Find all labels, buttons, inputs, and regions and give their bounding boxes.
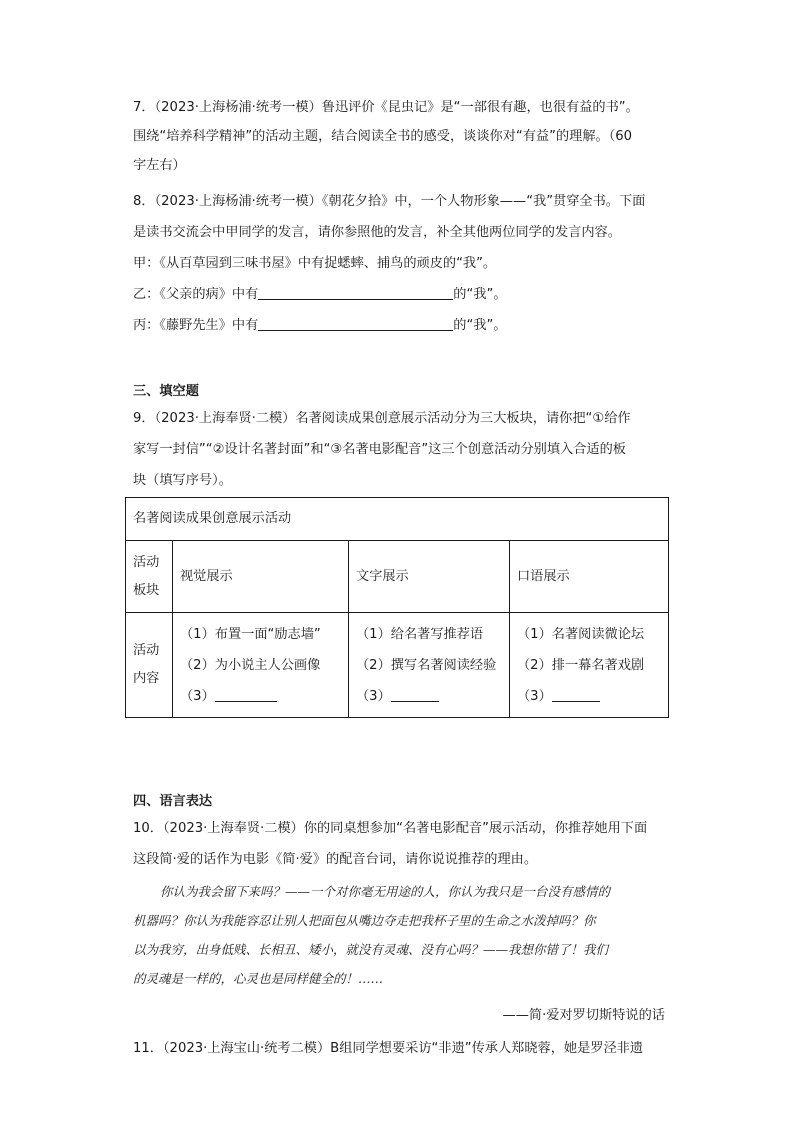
header-text: 文字展示 (349, 541, 510, 613)
visual-blank[interactable] (215, 687, 277, 702)
oral-item-1: （1）名著阅读微论坛 (517, 626, 645, 642)
cell-oral (510, 613, 669, 718)
q8-line-1: 8．（2023·上海杨浦·统考一模）《朝花夕拾》中，一个人物形象——“我”贯穿全书。下面 (133, 194, 646, 209)
q8-jia: 甲：《从百草园到三味书屋》中有捉蟋蟀、捕鸟的顽皮的“我”。 (133, 256, 497, 271)
oral-item-3-label: （3） (517, 688, 552, 704)
row-label-block (126, 541, 173, 613)
visual-item-1: （1）布置一面“励志墙” (180, 626, 321, 642)
oral-item-3 (517, 681, 661, 712)
q7-line-3: 字左右） (133, 158, 186, 173)
oral-item-2: （2）排一幕名著戏剧 (517, 657, 645, 673)
q8-yi-blank[interactable] (258, 285, 453, 300)
text-item-1: （1）给名著写推荐语 (356, 626, 484, 642)
oral-blank[interactable] (552, 687, 600, 702)
quote-line-4: 的灵魂是一样的，心灵也是同样健全的！…… (133, 971, 384, 986)
visual-item-3 (180, 681, 341, 712)
row-label-block-a: 活动 (133, 554, 160, 570)
cell-text (349, 613, 510, 718)
q10-line-1: 10．（2023·上海奉贤·二模）你的同桌想参加“名著电影配音”展示活动，你推荐她用下面 (133, 821, 648, 836)
q8-bing-prefix: 丙：《藤野先生》中有 (133, 318, 259, 333)
section-4-title: 四、语言表达 (133, 794, 213, 809)
text-blank[interactable] (391, 687, 439, 702)
table-title: 名著阅读成果创意展示活动 (126, 498, 669, 541)
quote-line-2: 机器吗？你认为我能容忍让别人把面包从嘴边夺走把我杯子里的生命之水泼掉吗？你 (133, 913, 596, 928)
q10-line-2: 这段简·爱的话作为电影《简·爱》的配音台词，请你说说推荐的理由。 (133, 852, 538, 867)
q8-line-2: 是读书交流会中甲同学的发言，请你参照他的发言，补全其他两位同学的发言内容。 (133, 225, 621, 240)
visual-item-3-label: （3） (180, 688, 215, 704)
row-label-content-a: 活动 (133, 643, 160, 658)
header-oral: 口语展示 (510, 541, 669, 613)
quote-line-1: 你认为我会留下来吗？——一个对你毫无用途的人，你认为我只是一台没有感情的 (160, 884, 611, 899)
activity-table (125, 497, 669, 718)
text-item-2: （2）撰写名著阅读经验 (356, 657, 497, 673)
q8-bing (133, 316, 507, 336)
row-label-content-b: 内容 (133, 671, 160, 686)
q7-line-1: 7．（2023·上海杨浦·统考一模）鲁迅评价《昆虫记》是“一部很有趣，也很有益的书”。 (133, 100, 639, 115)
q8-bing-suffix: 的“我”。 (453, 318, 507, 333)
q8-yi-suffix: 的“我”。 (453, 287, 507, 302)
q7-line-2: 围绕“培养科学精神”的活动主题，结合阅读全书的感受，谈谈你对“有益”的理解。（60 (133, 129, 633, 144)
q9-line-1: 9．（2023·上海奉贤·二模）名著阅读成果创意展示活动分为三大板块，请你把“①给作 (133, 411, 631, 426)
text-item-3-label: （3） (356, 688, 391, 704)
q8-yi-prefix: 乙：《父亲的病》中有 (133, 287, 259, 302)
q9-line-3: 块（填写序号）。 (133, 473, 232, 488)
q11-line-1: 11．（2023·上海宝山·统考二模）B组同学想要采访“非遗”传承人郑晓蓉，她是罗泾非遗 (133, 1041, 644, 1056)
q8-yi (133, 285, 507, 305)
cell-visual (173, 613, 349, 718)
section-3-title: 三、填空题 (133, 384, 199, 399)
quote-line-3: 以为我穷，出身低贱、长相丑、矮小，就没有灵魂、没有心吗？——我想你错了！我们 (133, 942, 609, 957)
row-label-content (126, 613, 173, 718)
row-label-block-b: 板块 (133, 582, 160, 598)
visual-item-2: （2）为小说主人公画像 (180, 657, 321, 673)
text-item-3 (356, 681, 502, 712)
q9-line-2: 家写一封信”“②设计名著封面”和“③名著电影配音”这三个创意活动分别填入合适的板 (133, 442, 626, 457)
quote-attribution: ——简·爱对罗切斯特说的话 (502, 1008, 665, 1023)
q8-bing-blank[interactable] (258, 316, 453, 331)
header-visual: 视觉展示 (173, 541, 349, 613)
